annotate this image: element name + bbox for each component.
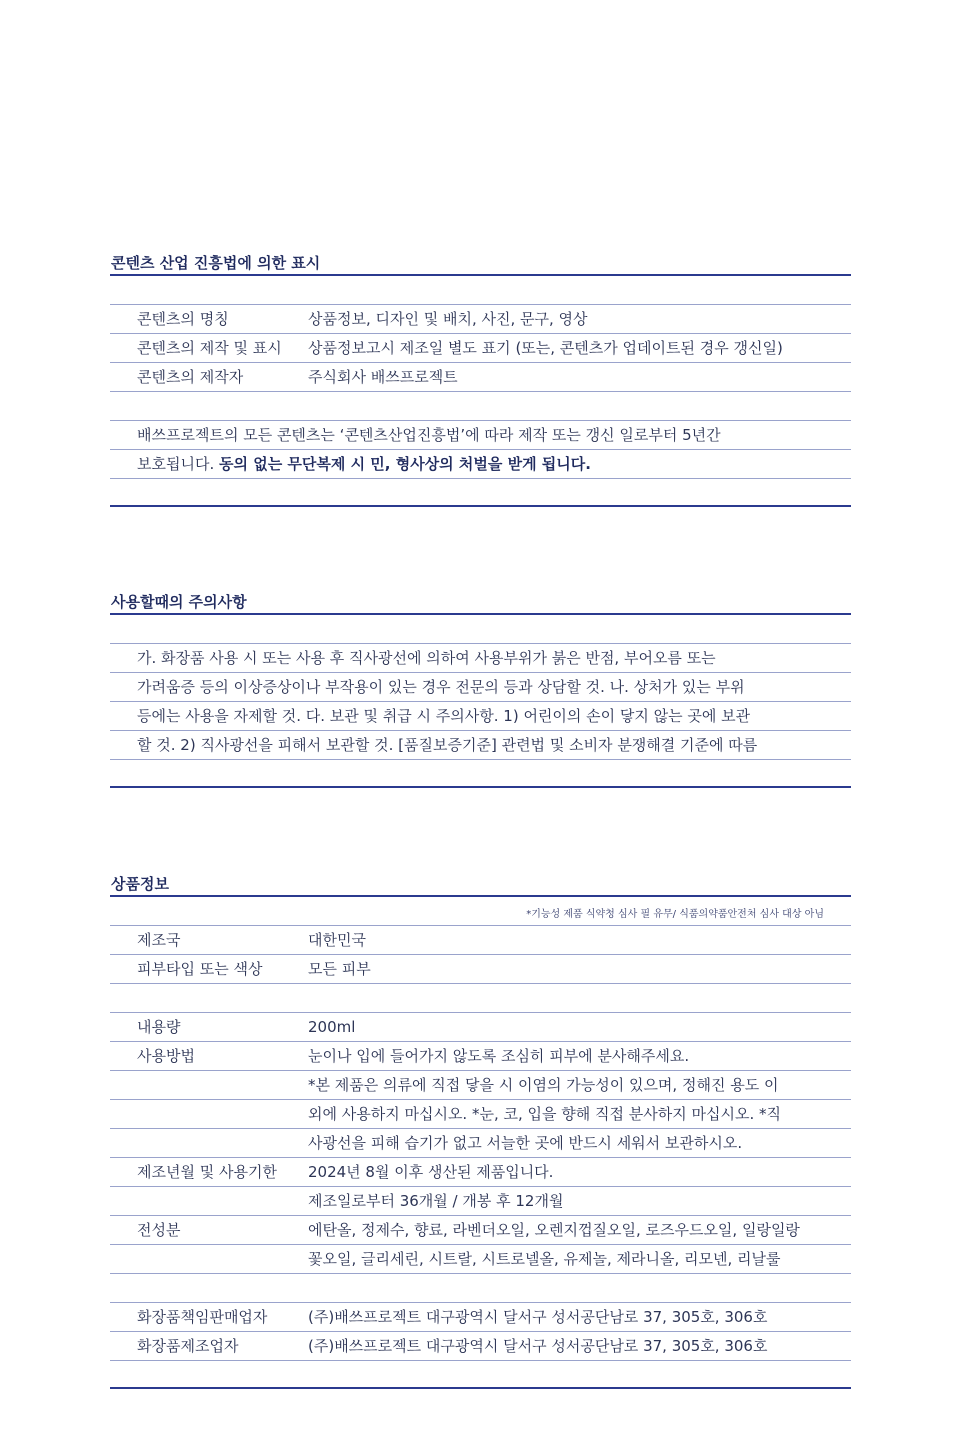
row-value: 에탄올, 정제수, 향료, 라벤더오일, 오렌지껍질오일, 로즈우드오일, 일랑일랑: [308, 1221, 800, 1239]
row-value: 눈이나 입에 들어가지 않도록 조심히 피부에 분사해주세요.: [308, 1047, 690, 1065]
row-value: (주)배쓰프로젝트 대구광역시 달서구 성서공단남로 37, 305호, 306호: [308, 1308, 768, 1326]
row-value: 모든 피부: [308, 960, 371, 978]
row-label: 화장품책임판매업자: [137, 1308, 268, 1326]
row-label: 콘텐츠의 제작 및 표시: [137, 339, 282, 357]
row-value: 주식회사 배쓰프로젝트: [308, 368, 458, 386]
table-row: [110, 926, 851, 955]
product-section: [110, 873, 851, 1389]
row-value: 상품정보, 디자인 및 배치, 사진, 문구, 영상: [308, 310, 588, 328]
table-row: [110, 1042, 851, 1071]
caution-text: 할 것. 2) 직사광선을 피해서 보관할 것. [품질보증기준] 관련법 및 소비자 분쟁해결 기준에 따름: [137, 736, 758, 754]
table-row: [110, 1332, 851, 1361]
table-row: [110, 955, 851, 984]
section-end-rule: [110, 479, 851, 507]
table-row: [110, 1071, 851, 1100]
table-row: [110, 334, 851, 363]
divider: [110, 276, 851, 305]
divider: [110, 615, 851, 644]
caution-text: 등에는 사용을 자제할 것. 다. 보관 및 취급 시 주의사항. 1) 어린이의 손이 닿지 않는 곳에 보관: [137, 707, 751, 725]
section-end-rule: [110, 1361, 851, 1389]
product-note: *기능성 제품 식약청 심사 필 유무/ 식품의약품안전처 심사 대상 아님: [526, 909, 824, 920]
caution-line: [110, 673, 851, 702]
row-value: 제조일로부터 36개월 / 개봉 후 12개월: [308, 1192, 564, 1210]
notice-plain: 보호됩니다.: [137, 455, 219, 473]
row-label: 제조년월 및 사용기한: [137, 1163, 277, 1181]
caution-section: [110, 591, 851, 788]
row-label: 콘텐츠의 제작자: [137, 368, 244, 386]
row-label: 내용량: [137, 1018, 181, 1036]
table-row: [110, 1216, 851, 1245]
caution-text: 가려움증 등의 이상증상이나 부작용이 있는 경우 전문의 등과 상담할 것. 나. 상처가 있는 부위: [137, 678, 745, 696]
caution-text: 가. 화장품 사용 시 또는 사용 후 직사광선에 의하여 사용부위가 붉은 반점, 부어오름 또는: [137, 649, 716, 667]
row-label: 전성분: [137, 1221, 181, 1239]
table-row: [110, 1303, 851, 1332]
table-row: [110, 305, 851, 334]
content-law-title: 콘텐츠 산업 진흥법에 의한 표시: [110, 252, 851, 276]
notice-text: 배쓰프로젝트의 모든 콘텐츠는 ‘콘텐츠산업진흥법’에 따라 제작 또는 갱신 일로부터 5년간: [137, 426, 721, 444]
divider: [110, 392, 851, 421]
divider: [110, 1274, 851, 1303]
notice-line: [110, 450, 851, 479]
table-row: [110, 1129, 851, 1158]
row-value: 대한민국: [308, 931, 366, 949]
row-value: 200ml: [308, 1018, 356, 1036]
product-title: 상품정보: [110, 873, 851, 897]
row-value: 2024년 8월 이후 생산된 제품입니다.: [308, 1163, 554, 1181]
table-row: [110, 1245, 851, 1274]
row-value: 외에 사용하지 마십시오. *눈, 코, 입을 향해 직접 분사하지 마십시오. *직: [308, 1105, 781, 1123]
row-label: 제조국: [137, 931, 181, 949]
row-value: 사광선을 피해 습기가 없고 서늘한 곳에 반드시 세워서 보관하시오.: [308, 1134, 743, 1152]
table-row: [110, 1100, 851, 1129]
row-label: 사용방법: [137, 1047, 195, 1065]
notice-line: [110, 421, 851, 450]
section-end-rule: [110, 760, 851, 788]
row-value: (주)배쓰프로젝트 대구광역시 달서구 성서공단남로 37, 305호, 306호: [308, 1337, 768, 1355]
row-label: 콘텐츠의 명칭: [137, 310, 229, 328]
row-value: 상품정보고시 제조일 별도 표기 (또는, 콘텐츠가 업데이트된 경우 갱신일): [308, 339, 783, 357]
table-row: [110, 1187, 851, 1216]
row-value: 꽃오일, 글리세린, 시트랄, 시트로넬올, 유제놀, 제라니올, 리모넨, 리날룰: [308, 1250, 781, 1268]
row-label: 피부타입 또는 색상: [137, 960, 263, 978]
caution-line: [110, 731, 851, 760]
table-row: [110, 363, 851, 392]
table-row: [110, 1158, 851, 1187]
product-note-row: [110, 897, 851, 926]
caution-line: [110, 702, 851, 731]
caution-title: 사용할때의 주의사항: [110, 591, 851, 615]
notice-text: [137, 450, 591, 478]
row-label: 화장품제조업자: [137, 1337, 239, 1355]
content-law-section: [110, 252, 851, 507]
caution-line: [110, 644, 851, 673]
divider: [110, 984, 851, 1013]
notice-warning: 동의 없는 무단복제 시 민, 형사상의 처벌을 받게 됩니다.: [219, 455, 591, 473]
table-row: [110, 1013, 851, 1042]
row-value: *본 제품은 의류에 직접 닿을 시 이염의 가능성이 있으며, 정해진 용도 이: [308, 1076, 779, 1094]
